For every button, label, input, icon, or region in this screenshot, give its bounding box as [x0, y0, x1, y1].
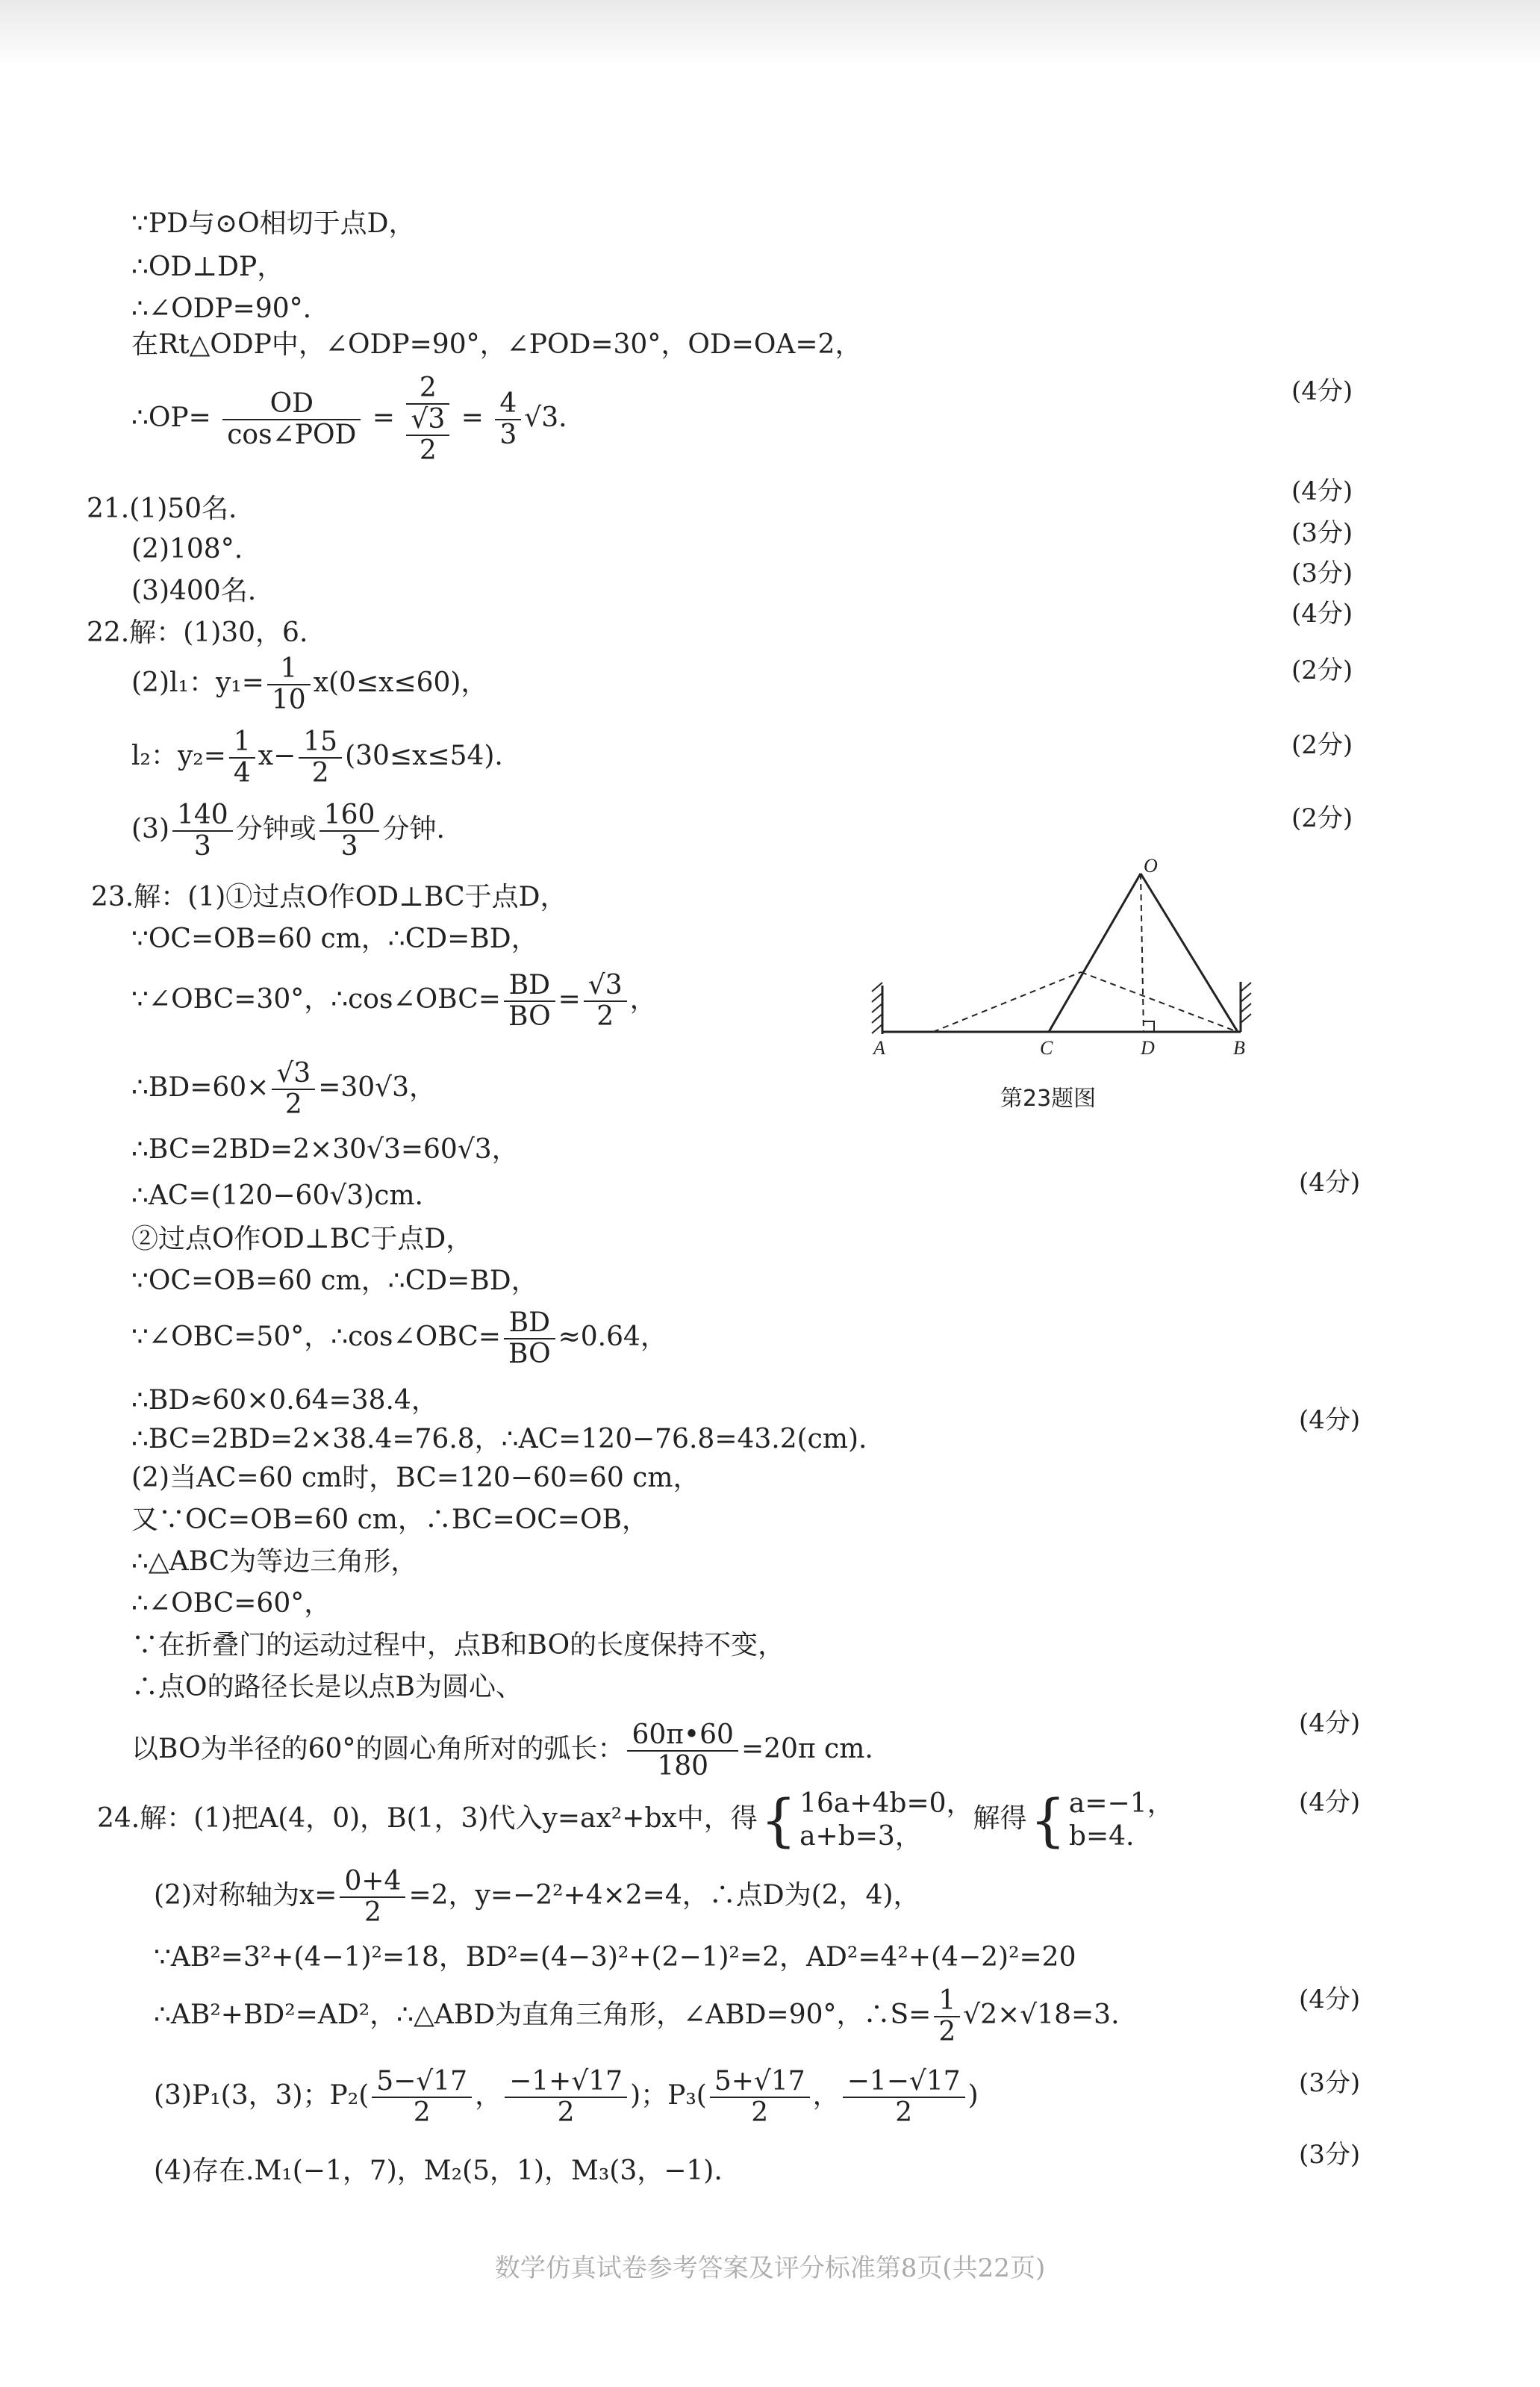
p24-frac5-num: 5+√17 [710, 2067, 810, 2098]
p22-frac5-den: 3 [340, 831, 358, 862]
p20-line4: 在Rt△ODP中，∠ODP=90°，∠POD=30°，OD=OA=2， [131, 329, 862, 360]
p23-frac2-num: √3 [584, 971, 627, 1002]
hatch [872, 983, 882, 992]
p22-frac-1-4 [229, 727, 255, 788]
p24-frac-half [934, 1986, 960, 2047]
p24-frac-p2y [505, 2067, 627, 2128]
dashed-fold-1 [933, 972, 1081, 1032]
p22-l2-suffix: (30≤x≤54). [345, 741, 503, 771]
p23-line18 [131, 1720, 873, 1781]
label-a: A [873, 1037, 885, 1059]
p24-system2 [1069, 1787, 1174, 1853]
p22-l3-prefix: (3) [131, 814, 169, 844]
p23-score2: (4分) [1299, 1405, 1361, 1435]
p24-l4-prefix: ∴AB²+BD²=AD²，∴△ABD为直角三角形，∠ABD=90°，∴S= [154, 1999, 932, 2030]
p24-line2 [154, 1867, 920, 1928]
p20-score: (4分) [1291, 376, 1353, 406]
p23-frac4-den: BO [508, 1339, 551, 1369]
p24-frac2-den: 2 [938, 2017, 956, 2047]
p22-frac3-den: 2 [311, 758, 329, 788]
p20-frac-2-over [406, 373, 449, 466]
label-c: C [1040, 1037, 1053, 1059]
p22-frac-15-2 [299, 727, 342, 788]
p23-l9-prefix: ∵∠OBC=50°，∴cos∠OBC= [131, 1322, 501, 1352]
p23-score3: (4分) [1299, 1708, 1361, 1738]
p23-frac2-den: 2 [596, 1001, 614, 1032]
p22-score4: (2分) [1291, 803, 1353, 833]
p20-frac3-num: 4 [495, 389, 521, 420]
p24-frac4-num: −1+√17 [505, 2067, 627, 2098]
p23-score1: (4分) [1299, 1168, 1361, 1198]
p24-score1: (4分) [1299, 1787, 1361, 1817]
p23-frac-den: BO [508, 1001, 551, 1032]
p23-line8: ∵OC=OB=60 cm，∴CD=BD， [131, 1266, 538, 1296]
p24-line4 [154, 1986, 1120, 2047]
p23-line6: ∴AC=(120−60√3)cm. [131, 1180, 423, 1211]
p24-l4-suffix: √2×√18=3. [963, 1999, 1120, 2030]
p23-frac-bd-bo [504, 971, 555, 1032]
p23-line9 [131, 1308, 667, 1369]
p22-score2: (2分) [1291, 656, 1353, 685]
p24-frac4-den: 2 [557, 2097, 575, 2128]
p22-l3-mid: 分钟或 [235, 814, 317, 844]
p24-l1-mid: 解得 [973, 1803, 1027, 1834]
p24-l1-prefix: 24.解：(1)把A(4，0)，B(1，3)代入y=ax²+bx中，得 [97, 1803, 758, 1834]
p22-frac3-num: 15 [299, 727, 342, 759]
p24-frac-p3y [843, 2067, 965, 2128]
p22-l1-suffix: x(0≤x≤60)， [313, 667, 488, 698]
p22-line1: 22.解：(1)30，6. [87, 617, 308, 648]
p24-system1 [799, 1787, 973, 1853]
p22-frac5-num: 160 [319, 800, 380, 832]
p24-frac-den: 2 [364, 1897, 381, 1928]
p23-line17: ∴点O的路径长是以点B为圆心、 [131, 1672, 523, 1702]
p22-frac4-den: 3 [193, 831, 211, 862]
p24-frac3-den: 2 [413, 2097, 431, 2128]
p20-frac3-den: 3 [499, 420, 517, 450]
hatch [1241, 1014, 1251, 1023]
p21-score1: (4分) [1291, 476, 1353, 506]
p24-comma1: ， [475, 2080, 502, 2111]
p20-frac1-den: cos∠POD [227, 420, 357, 450]
hatch [872, 993, 882, 1002]
hatch [872, 1003, 882, 1012]
p23-frac3-num: √3 [272, 1059, 315, 1090]
p21-score3: (3分) [1291, 558, 1353, 588]
p22-l2-mid: x− [258, 741, 296, 771]
p24-score3: (3分) [1299, 2068, 1361, 2098]
p24-sys2-eq1: a=−1， [1068, 1788, 1174, 1819]
p20-frac2-num: 2 [406, 373, 449, 405]
p22-frac2-num: 1 [229, 727, 255, 759]
p24-line3: ∵AB²=3²+(4−1)²=18，BD²=(4−3)²+(2−1)²=2，AD²=4²+(4−2)²=20 [154, 1942, 1076, 1973]
p22-frac-140-3 [172, 800, 233, 862]
p24-frac5-den: 2 [751, 2097, 769, 2128]
p23-l4-suffix: =30√3， [318, 1072, 437, 1103]
p23-frac-sqrt3-2 [584, 971, 627, 1032]
p20-line5 [131, 373, 567, 466]
p24-frac6-num: −1−√17 [843, 2067, 965, 2098]
p20-op-label: ∴OP= [131, 402, 211, 433]
hatch [872, 1024, 882, 1033]
p24-score2: (4分) [1299, 1985, 1361, 2014]
hatch [1241, 983, 1251, 992]
p20-frac-4-3 [495, 389, 521, 450]
p22-frac-1-10 [267, 654, 311, 715]
p20-frac-od-cos [222, 389, 361, 450]
p24-l5-suffix: ) [967, 2080, 979, 2111]
segment-oc [1049, 874, 1141, 1032]
p23-l18-prefix: 以BO为半径的60°的圆心角所对的弧长： [131, 1734, 625, 1764]
p20-line3: ∴∠ODP=90°. [131, 293, 312, 324]
figure-caption: 第23题图 [1000, 1086, 1097, 1112]
p22-line3 [131, 727, 503, 788]
p24-frac2-num: 1 [934, 1986, 960, 2017]
p24-sys1-eq2: a+b=3， [799, 1821, 922, 1852]
p23-frac5-num: 60π•60 [627, 1720, 738, 1752]
hatch [1241, 1003, 1251, 1012]
p20-eq1: = [372, 402, 395, 433]
p23-frac-arc [627, 1720, 738, 1781]
p22-frac-160-3 [319, 800, 380, 862]
hatch [1241, 993, 1251, 1002]
p23-l9-suffix: ≈0.64， [558, 1322, 667, 1352]
p24-l2-suffix: =2，y=−2²+4×2=4，∴点D为(2，4)， [408, 1880, 920, 1911]
p21-score2: (3分) [1291, 518, 1353, 548]
p22-l1-prefix: (2)l₁：y₁= [131, 667, 264, 698]
hatch [872, 1014, 882, 1023]
p20-line2: ∴OD⊥DP， [131, 252, 284, 282]
p23-frac-sqrt3-2b [272, 1059, 315, 1120]
p23-line14: ∴△ABC为等边三角形， [131, 1546, 418, 1577]
p23-frac3-den: 2 [284, 1089, 302, 1120]
p24-frac6-den: 2 [895, 2097, 913, 2128]
p22-l2-prefix: l₂：y₂= [131, 741, 226, 771]
p22-frac-den: 10 [271, 685, 306, 715]
p22-score3: (2分) [1291, 730, 1353, 760]
p24-frac-num: 0+4 [340, 1867, 405, 1898]
p24-l2-prefix: (2)对称轴为x= [154, 1880, 337, 1911]
segment-ob [1141, 874, 1238, 1032]
page-footer: 数学仿真试卷参考答案及评分标准第8页(共22页) [494, 2253, 1046, 2283]
p23-line16: ∵在折叠门的运动过程中，点B和BO的长度保持不变， [131, 1630, 785, 1661]
p22-l3-suffix: 分钟. [382, 814, 445, 844]
p23-line10: ∴BD≈60×0.64=38.4， [131, 1385, 438, 1416]
p23-frac5-den: 180 [657, 1751, 709, 1781]
p22-line2 [131, 654, 487, 715]
p23-line11: ∴BC=2BD=2×38.4=76.8，∴AC=120−76.8=43.2(cm). [131, 1424, 867, 1454]
p24-sys1-eq1: 16a+4b=0， [799, 1788, 973, 1819]
p24-l5-mid: )；P₃( [630, 2080, 707, 2111]
p22-frac2-den: 4 [233, 758, 251, 788]
right-angle-mark [1144, 1021, 1154, 1032]
p23-figure [866, 859, 1269, 1135]
p23-l18-suffix: =20π cm. [741, 1734, 873, 1764]
p24-line6: (4)存在.M₁(−1，7)，M₂(5，1)，M₃(3，−1). [154, 2156, 723, 2186]
p24-line5 [154, 2067, 979, 2128]
label-d: D [1141, 1037, 1155, 1059]
p23-line7: ②过点O作OD⊥BC于点D， [131, 1224, 473, 1254]
dashed-fold-2 [1081, 972, 1238, 1032]
p23-line2: ∵OC=OB=60 cm，∴CD=BD， [131, 924, 538, 954]
p23-frac4-num: BD [504, 1308, 555, 1339]
p20-eq2: = [461, 402, 484, 433]
p24-line1 [97, 1787, 1174, 1853]
p23-line15: ∴∠OBC=60°， [131, 1588, 331, 1619]
p23-line3 [131, 971, 657, 1032]
label-b: B [1233, 1037, 1245, 1059]
p20-frac2-den-sqrt: √3 [406, 405, 449, 436]
p24-frac3-num: 5−√17 [372, 2067, 472, 2098]
p23-l3-prefix: ∵∠OBC=30°，∴cos∠OBC= [131, 984, 501, 1015]
brace-icon: { [760, 1787, 797, 1853]
p21-line1: 21.(1)50名. [87, 494, 237, 524]
p23-l4-prefix: ∴BD=60× [131, 1072, 269, 1103]
p23-line5: ∴BC=2BD=2×30√3=60√3， [131, 1134, 519, 1165]
p23-figure-svg [866, 859, 1269, 1105]
segment-od [1141, 874, 1144, 1032]
p21-line3: (3)400名. [131, 576, 257, 606]
p20-frac2-den-den: 2 [419, 435, 437, 466]
p20-line1: ∵PD与⊙O相切于点D， [131, 208, 416, 239]
p23-line1: 23.解：(1)①过点O作OD⊥BC于点D， [91, 882, 567, 912]
p24-comma2: ， [812, 2080, 840, 2111]
p23-frac-bd-bo-2 [504, 1308, 555, 1369]
p24-sys2-eq2: b=4. [1068, 1821, 1135, 1852]
p23-line12: (2)当AC=60 cm时，BC=120−60=60 cm， [131, 1463, 700, 1493]
p22-score1: (4分) [1291, 599, 1353, 629]
p20-frac1-num: OD [222, 389, 361, 420]
p23-frac-num: BD [504, 971, 555, 1002]
p20-sqrt3: √3. [524, 402, 567, 433]
p23-eq: = [558, 984, 581, 1015]
p23-l3-suffix: ， [629, 984, 657, 1015]
p24-frac-axis [340, 1867, 405, 1928]
p24-score4: (3分) [1299, 2140, 1361, 2170]
p21-line2: (2)108°. [131, 534, 243, 564]
scan-top-band [0, 0, 1540, 67]
p23-line13: 又∵OC=OB=60 cm，∴BC=OC=OB， [131, 1504, 649, 1535]
p24-frac-p3x [710, 2067, 810, 2128]
p24-l5-prefix: (3)P₁(3，3)；P₂( [154, 2080, 370, 2111]
brace-icon: { [1029, 1787, 1066, 1853]
p22-frac4-num: 140 [172, 800, 233, 832]
p22-frac-num: 1 [267, 654, 311, 685]
label-o: O [1144, 859, 1158, 877]
p24-frac-p2x [372, 2067, 472, 2128]
p23-line4 [131, 1059, 436, 1120]
p22-line4 [131, 800, 445, 862]
